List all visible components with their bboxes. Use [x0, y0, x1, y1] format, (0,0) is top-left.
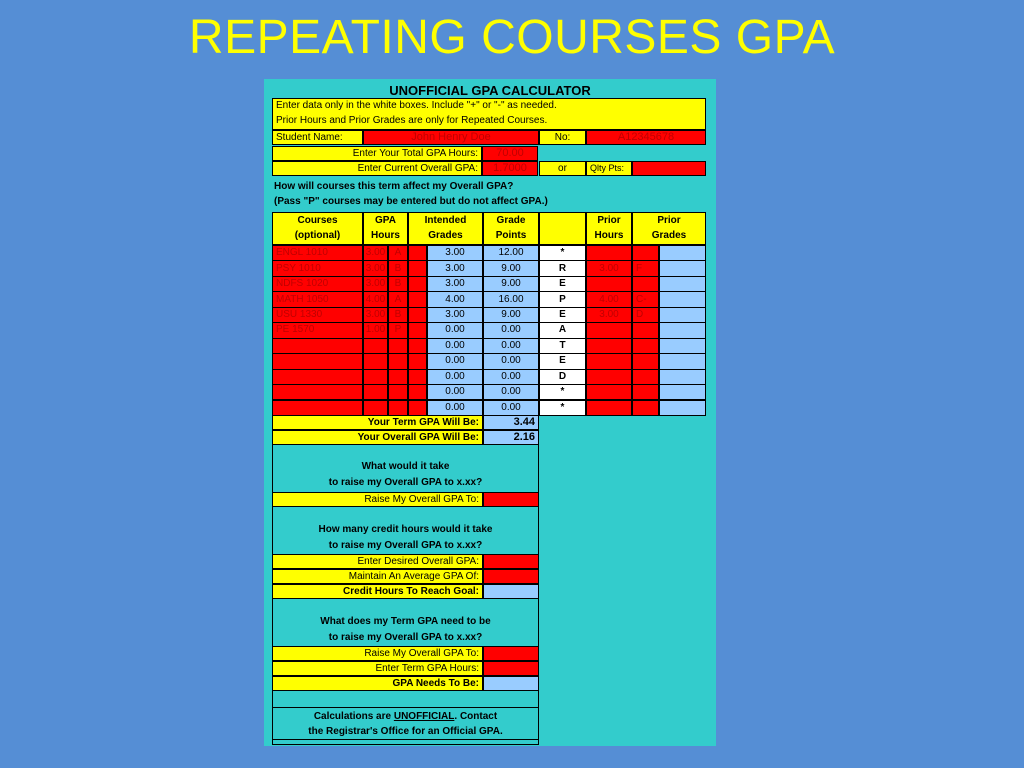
hours-cell[interactable]: 3.00 — [363, 276, 388, 292]
grade-cell[interactable] — [388, 353, 408, 369]
header-courses-line-1: Courses — [297, 215, 338, 226]
header-grade-points-line-1: Grade — [496, 215, 526, 226]
course-cell[interactable] — [272, 338, 363, 354]
term-gpa-label: Your Term GPA Will Be: — [272, 415, 483, 430]
header-grade-points-line-2: Points — [495, 230, 527, 241]
prior-grade-cell[interactable] — [632, 338, 659, 354]
desired-gpa-input[interactable] — [483, 554, 539, 569]
grade-points-cell: 9.00 — [483, 307, 539, 323]
header-grade-points — [483, 212, 539, 245]
flag-cell: T — [539, 338, 586, 354]
question-credit-hours-line-1: How many credit hours would it take — [318, 524, 493, 535]
prior-blank-cell — [659, 307, 706, 323]
maintain-gpa-label: Maintain An Average GPA Of: — [272, 569, 483, 584]
flag-cell: * — [539, 245, 586, 261]
footer-line-1 — [273, 709, 538, 724]
gpa-hours-cell: 3.00 — [427, 276, 483, 292]
course-cell[interactable]: USU 1330 — [272, 307, 363, 323]
overall-gpa-label: Your Overall GPA Will Be: — [272, 430, 483, 445]
prior-hours-cell[interactable] — [586, 369, 632, 385]
hours-cell[interactable]: 3.00 — [363, 260, 388, 276]
prior-grade-cell[interactable] — [632, 384, 659, 400]
footer-text-1: Calculations are — [313, 711, 394, 722]
credit-hours-goal-label: Credit Hours To Reach Goal: — [272, 584, 483, 599]
gpa-hours-cell: 0.00 — [427, 322, 483, 338]
question-term-gpa-line-2: to raise my Overall GPA to x.xx? — [328, 632, 483, 643]
gpa-hours-cell: 3.00 — [427, 307, 483, 323]
term-gpa-value: 3.44 — [483, 415, 539, 430]
prior-blank-cell — [659, 291, 706, 307]
hours-cell[interactable]: 1.00 — [363, 322, 388, 338]
gap-cell — [408, 276, 427, 292]
grade-cell[interactable] — [388, 384, 408, 400]
grade-cell[interactable]: P — [388, 322, 408, 338]
raise-gpa-2-label: Raise My Overall GPA To: — [272, 646, 483, 661]
course-cell[interactable]: PSY 1010 — [272, 260, 363, 276]
gpa-hours-cell: 0.00 — [427, 369, 483, 385]
prior-grade-cell[interactable] — [632, 322, 659, 338]
gap-cell — [408, 369, 427, 385]
gap-cell — [408, 338, 427, 354]
gap-cell — [408, 260, 427, 276]
grade-points-cell: 0.00 — [483, 322, 539, 338]
flag-cell: P — [539, 291, 586, 307]
overall-gpa-value: 2.16 — [483, 430, 539, 445]
gap-cell — [408, 400, 427, 416]
grade-cell[interactable] — [388, 338, 408, 354]
course-cell[interactable] — [272, 400, 363, 416]
grade-cell[interactable]: B — [388, 260, 408, 276]
grade-cell[interactable]: B — [388, 307, 408, 323]
hours-cell[interactable] — [363, 384, 388, 400]
prior-grade-cell[interactable]: D — [632, 307, 659, 323]
flag-cell: D — [539, 369, 586, 385]
total-hours-label: Enter Your Total GPA Hours: — [272, 146, 482, 161]
calculator-title: UNOFFICIAL GPA CALCULATOR — [389, 82, 591, 98]
footer-note — [272, 707, 539, 740]
prior-blank-cell — [659, 338, 706, 354]
prior-grade-cell[interactable] — [632, 245, 659, 261]
desired-gpa-label: Enter Desired Overall GPA: — [272, 554, 483, 569]
prior-grade-cell[interactable] — [632, 400, 659, 416]
grade-points-cell: 0.00 — [483, 338, 539, 354]
prior-blank-cell — [659, 276, 706, 292]
gap-cell — [408, 245, 427, 261]
prior-grade-cell[interactable]: C- — [632, 291, 659, 307]
gpa-hours-cell: 0.00 — [427, 400, 483, 416]
prior-blank-cell — [659, 260, 706, 276]
question-raise-line-2: to raise my Overall GPA to x.xx? — [328, 477, 483, 488]
header-intended-grades — [408, 212, 483, 245]
footer-unofficial: UNOFFICIAL — [393, 711, 455, 722]
course-cell[interactable] — [272, 384, 363, 400]
qlty-pts-input[interactable] — [632, 161, 706, 176]
prior-hours-cell[interactable] — [586, 353, 632, 369]
term-hours-label: Enter Term GPA Hours: — [272, 661, 483, 676]
prior-blank-cell — [659, 322, 706, 338]
raise-gpa-input[interactable] — [483, 492, 539, 507]
hours-cell[interactable] — [363, 369, 388, 385]
header-courses — [272, 212, 363, 245]
term-hours-input[interactable] — [483, 661, 539, 676]
gpa-needs-value — [483, 676, 539, 691]
gpa-hours-cell: 0.00 — [427, 384, 483, 400]
question-term-effect-line-1: How will courses this term affect my Overall GPA? — [274, 181, 514, 192]
prior-hours-cell[interactable] — [586, 245, 632, 261]
grade-points-cell: 0.00 — [483, 353, 539, 369]
flag-cell: E — [539, 276, 586, 292]
grade-cell[interactable] — [388, 369, 408, 385]
prior-hours-cell[interactable] — [586, 338, 632, 354]
header-prior-grades-line-1: Prior — [657, 215, 681, 226]
qlty-pts-label: Qlty Pts: — [586, 161, 632, 176]
header-prior-hours — [586, 212, 632, 245]
grade-points-cell: 0.00 — [483, 400, 539, 416]
question-raise-line-1: What would it take — [361, 461, 450, 472]
hours-cell[interactable]: 3.00 — [363, 245, 388, 261]
or-label: or — [539, 161, 586, 176]
gap-cell — [408, 322, 427, 338]
student-no-input[interactable]: A12345678 — [586, 130, 706, 145]
gap-cell — [408, 307, 427, 323]
grade-points-cell: 9.00 — [483, 260, 539, 276]
header-gpa-hours — [363, 212, 408, 245]
grade-cell[interactable] — [388, 400, 408, 416]
student-name-input[interactable]: John Henry Doe — [363, 130, 539, 145]
course-cell[interactable]: MATH 1050 — [272, 291, 363, 307]
flag-cell: * — [539, 400, 586, 416]
flag-cell: E — [539, 353, 586, 369]
prior-grade-cell[interactable]: F — [632, 260, 659, 276]
flag-cell: * — [539, 384, 586, 400]
gap-cell — [408, 353, 427, 369]
header-intended-line-1: Intended — [424, 215, 467, 226]
raise-gpa-label: Raise My Overall GPA To: — [272, 492, 483, 507]
gpa-needs-label: GPA Needs To Be: — [272, 676, 483, 691]
header-flag-blank — [539, 212, 586, 245]
footer-line-2: the Registrar's Office for an Official GPA. — [308, 726, 503, 737]
hours-cell[interactable] — [363, 400, 388, 416]
prior-hours-cell[interactable]: 3.00 — [586, 307, 632, 323]
hours-cell[interactable] — [363, 353, 388, 369]
gpa-hours-cell: 0.00 — [427, 338, 483, 354]
prior-hours-cell[interactable] — [586, 276, 632, 292]
gpa-hours-cell: 3.00 — [427, 260, 483, 276]
header-prior-grades — [632, 212, 706, 245]
course-cell[interactable]: PE 1570 — [272, 322, 363, 338]
prior-blank-cell — [659, 400, 706, 416]
gpa-hours-cell: 4.00 — [427, 291, 483, 307]
course-cell[interactable] — [272, 353, 363, 369]
slide-title: REPEATING COURSES GPA — [188, 11, 836, 64]
grade-points-cell: 0.00 — [483, 384, 539, 400]
footer-text-3: . Contact — [454, 711, 498, 722]
header-gpa-hours-line-1: GPA — [375, 215, 396, 226]
raise-gpa-2-input[interactable] — [483, 646, 539, 661]
gpa-calculator-sheet — [264, 79, 716, 746]
prior-hours-cell[interactable] — [586, 322, 632, 338]
question-term-gpa-line-1: What does my Term GPA need to be — [320, 616, 491, 627]
header-prior-grades-line-2: Grades — [651, 230, 687, 241]
prior-blank-cell — [659, 384, 706, 400]
prior-hours-cell[interactable]: 3.00 — [586, 260, 632, 276]
prior-grade-cell[interactable] — [632, 369, 659, 385]
total-hours-input[interactable]: 70.00 — [482, 146, 538, 161]
header-prior-hours-line-1: Prior — [597, 215, 621, 226]
flag-cell: R — [539, 260, 586, 276]
gap-cell — [408, 291, 427, 307]
gpa-hours-cell: 0.00 — [427, 353, 483, 369]
instruction-line-2: Prior Hours and Prior Grades are only for Repeated Courses. — [276, 115, 548, 126]
course-cell[interactable]: ENGL 1010 — [272, 245, 363, 261]
student-no-label: No: — [539, 130, 586, 145]
student-name-label: Student Name: — [272, 130, 363, 145]
current-gpa-input[interactable]: 1.7000 — [482, 161, 538, 176]
maintain-gpa-input[interactable] — [483, 569, 539, 584]
gap-cell — [408, 384, 427, 400]
question-term-effect-line-2: (Pass "P" courses may be entered but do not affect GPA.) — [274, 196, 548, 207]
course-cell[interactable] — [272, 369, 363, 385]
hours-cell[interactable]: 3.00 — [363, 307, 388, 323]
instructions-box — [272, 98, 706, 130]
grade-cell[interactable]: A — [388, 291, 408, 307]
header-courses-line-2: (optional) — [294, 230, 341, 241]
grade-points-cell: 12.00 — [483, 245, 539, 261]
header-gpa-hours-line-2: Hours — [371, 230, 400, 241]
prior-hours-cell[interactable] — [586, 400, 632, 416]
header-intended-line-2: Grades — [428, 230, 463, 241]
grade-cell[interactable]: A — [388, 245, 408, 261]
grade-points-cell: 9.00 — [483, 276, 539, 292]
course-cell[interactable]: NDFS 1020 — [272, 276, 363, 292]
prior-blank-cell — [659, 369, 706, 385]
gpa-hours-cell: 3.00 — [427, 245, 483, 261]
credit-hours-goal-value — [483, 584, 539, 599]
prior-grade-cell[interactable] — [632, 353, 659, 369]
question-credit-hours-line-2: to raise my Overall GPA to x.xx? — [328, 540, 483, 551]
prior-hours-cell[interactable] — [586, 384, 632, 400]
prior-blank-cell — [659, 245, 706, 261]
flag-cell: E — [539, 307, 586, 323]
header-prior-hours-line-2: Hours — [594, 230, 624, 241]
current-gpa-label: Enter Current Overall GPA: — [272, 161, 482, 176]
instruction-line-1: Enter data only in the white boxes. Include "+" or "-" as needed. — [276, 100, 557, 111]
grade-points-cell: 16.00 — [483, 291, 539, 307]
prior-grade-cell[interactable] — [632, 276, 659, 292]
grade-cell[interactable]: B — [388, 276, 408, 292]
grade-points-cell: 0.00 — [483, 369, 539, 385]
hours-cell[interactable] — [363, 338, 388, 354]
hours-cell[interactable]: 4.00 — [363, 291, 388, 307]
prior-hours-cell[interactable]: 4.00 — [586, 291, 632, 307]
prior-blank-cell — [659, 353, 706, 369]
flag-cell: A — [539, 322, 586, 338]
